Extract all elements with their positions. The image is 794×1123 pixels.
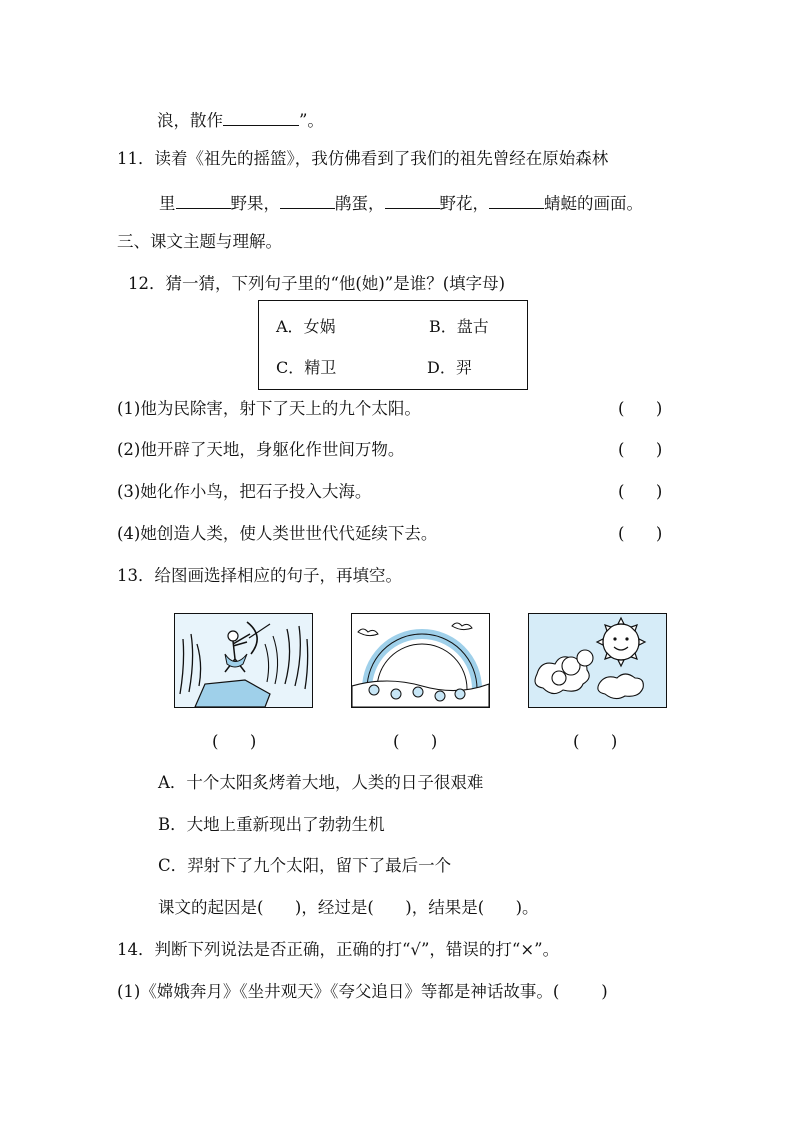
q12-answer-2[interactable]: ( ) — [618, 440, 663, 459]
q12-item-3: (3)她化作小鸟，把石子投入大海。 — [117, 482, 372, 501]
q13-choice-a: A．十个太阳炙烤着大地，人类的日子很艰难 — [158, 773, 484, 792]
q11-part-3: 野花， — [439, 194, 489, 213]
q11-text: 读着《祖先的摇篮》，我仿佛看到了我们的祖先曾经在原始森林 — [154, 149, 609, 168]
smiling-sun-clouds-image — [528, 613, 667, 708]
q12-item-1: (1)他为民除害，射下了天上的九个太阳。 — [117, 399, 421, 418]
q13-choice-b: B．大地上重新现出了勃勃生机 — [158, 815, 385, 834]
q13-text: 给图画选择相应的句子，再填空。 — [154, 566, 402, 585]
q14-text: 判断下列说法是否正确，正确的打“√”，错误的打“×”。 — [154, 940, 560, 959]
q12-text: 猜一猜，下列句子里的“他(她)”是谁？(填字母) — [165, 274, 506, 293]
q12-item-4: (4)她创造人类，使人类世世代代延续下去。 — [117, 524, 438, 543]
q11-part-4: 蜻蜓的画面。 — [544, 194, 643, 213]
q14-number: 14． — [117, 940, 155, 959]
q12-item-2: (2)他开辟了天地，身躯化作世间万物。 — [117, 440, 405, 459]
prev-text-b: ”。 — [299, 111, 324, 130]
q11-number: 11． — [117, 149, 155, 168]
q13-number: 13． — [117, 566, 155, 585]
q11-blank-4[interactable] — [489, 190, 544, 209]
q12-answer-4[interactable]: ( ) — [618, 524, 663, 543]
q11-line2 — [159, 190, 643, 215]
image-2-answer[interactable]: ( ) — [393, 732, 438, 751]
q14-question — [117, 939, 559, 961]
image-1-answer[interactable]: ( ) — [212, 732, 257, 751]
rainbow-illustration — [352, 614, 489, 707]
q11-blank-2[interactable] — [280, 190, 335, 209]
q12-option-d: D．羿 — [427, 358, 472, 377]
q12-option-a: A．女娲 — [276, 317, 336, 336]
q12-answer-1[interactable]: ( ) — [618, 399, 663, 418]
q14-item-1[interactable]: (1)《嫦娥奔月》《坐井观天》《夸父追日》等都是神话故事。( ) — [117, 982, 608, 1001]
q13-fill-sentence[interactable]: 课文的起因是( )，经过是( )，结果是( )。 — [158, 898, 539, 917]
prev-blank[interactable] — [223, 107, 299, 126]
prev-question-tail — [157, 107, 324, 132]
sun-illustration — [529, 614, 666, 707]
q12-options-box — [258, 300, 528, 390]
q11-part-2: 鹃蛋， — [335, 194, 385, 213]
q12-option-b: B．盘古 — [429, 317, 489, 336]
q12-option-c: C．精卫 — [276, 358, 337, 377]
q11-blank-1[interactable] — [176, 190, 231, 209]
archer-shooting-suns-image — [174, 613, 313, 708]
q11-part-0: 里 — [159, 194, 176, 213]
q11-part-1: 野果， — [230, 194, 280, 213]
image-3-answer[interactable]: ( ) — [573, 732, 618, 751]
rainbow-landscape-image — [351, 613, 490, 708]
q13-choice-c: C．羿射下了九个太阳，留下了最后一个 — [158, 856, 452, 875]
q12-question — [128, 273, 505, 295]
q11-line1 — [117, 148, 608, 170]
q12-number: 12． — [128, 274, 166, 293]
section-3-title: 三、课文主题与理解。 — [117, 232, 282, 251]
prev-text-a: 浪，散作 — [157, 111, 223, 130]
q13-question — [117, 565, 402, 587]
q11-blank-3[interactable] — [385, 190, 440, 209]
archer-illustration — [175, 614, 312, 707]
q12-answer-3[interactable]: ( ) — [618, 482, 663, 501]
